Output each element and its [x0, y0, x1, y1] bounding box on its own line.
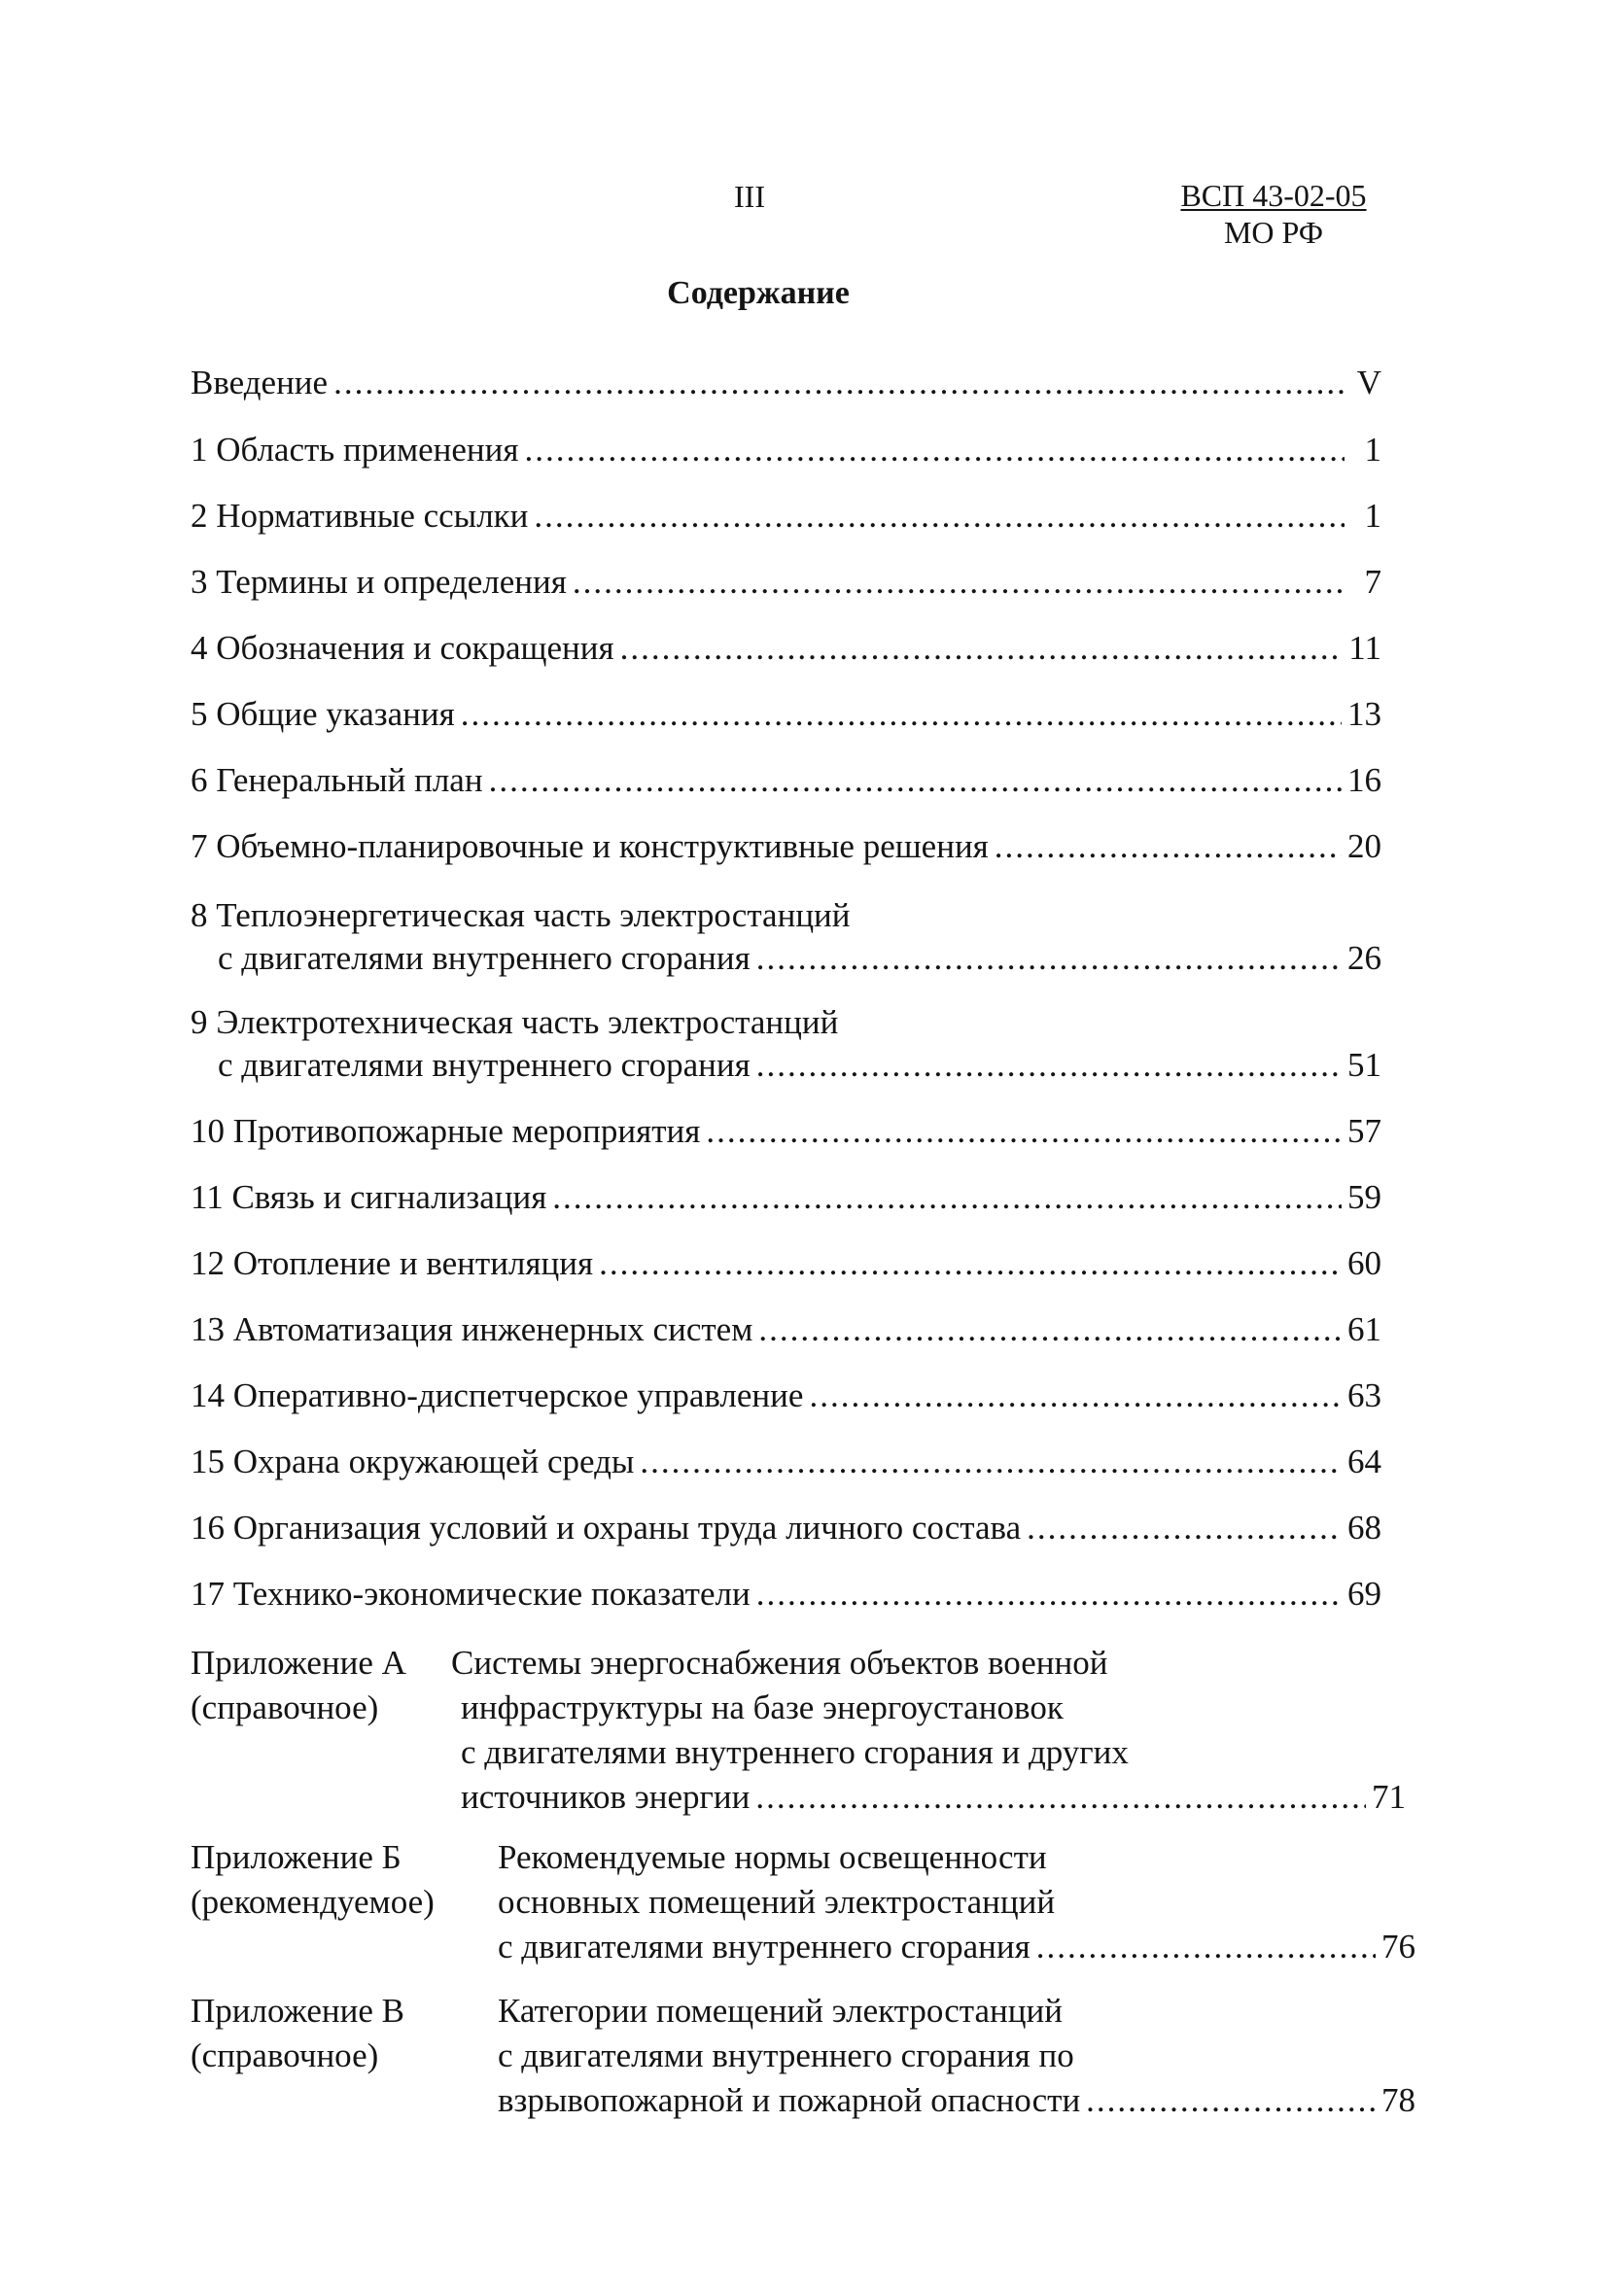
document-code: ВСП 43-02-05 — [1180, 178, 1367, 213]
toc-leader-dots — [524, 429, 1345, 471]
appendix-name: Приложение В — [191, 1992, 404, 2030]
toc-entry-label: 12 Отопление и вентиляция — [191, 1244, 594, 1282]
appendix-title-line: с двигателями внутреннего сгорания по — [498, 2036, 1074, 2074]
toc-entry-label: 17 Технико-экономические показатели — [191, 1575, 751, 1613]
toc-entry[interactable] — [191, 1507, 1381, 1549]
appendix-page: 71 — [1372, 1778, 1406, 1816]
toc-entry-label: с двигателями внутреннего сгорания — [218, 939, 751, 977]
toc-entry-label: 10 Противопожарные мероприятия — [191, 1112, 701, 1150]
toc-leader-dots — [333, 362, 1345, 404]
toc-entry-label: 5 Общие указания — [191, 695, 455, 733]
toc-entry-page: 1 — [1364, 431, 1381, 469]
toc-entry-page: 51 — [1347, 1046, 1381, 1084]
toc-entry-label: 15 Охрана окружающей среды — [191, 1443, 635, 1480]
toc-leader-dots — [995, 825, 1342, 868]
appendix-title-line: основных помещений электростанций — [498, 1883, 1056, 1921]
appendix-label — [191, 1835, 502, 1925]
toc-entry[interactable] — [191, 429, 1381, 471]
toc-leader-dots — [1036, 1925, 1376, 1969]
toc-entry-page: 26 — [1347, 939, 1381, 977]
toc-title: Содержание — [667, 275, 850, 311]
toc-entry-label: 3 Термины и определения — [191, 563, 567, 601]
toc-leader-dots — [599, 1242, 1342, 1285]
appendix-title-line: с двигателями внутреннего сгорания и других — [461, 1733, 1129, 1771]
page-number: III — [734, 179, 765, 214]
toc-entry[interactable] — [191, 894, 1381, 980]
toc-entry[interactable] — [191, 1374, 1381, 1417]
appendix-body — [451, 1641, 1406, 1820]
appendix-entry[interactable] — [191, 1835, 1415, 1969]
toc-entry-label: 4 Обозначения и сокращения — [191, 629, 614, 667]
appendix-kind: (рекомендуемое) — [191, 1883, 435, 1921]
toc-leader-dots — [534, 495, 1345, 538]
toc-entry-label: 14 Оперативно-диспетчерское управление — [191, 1376, 804, 1414]
appendix-kind: (справочное) — [191, 2036, 379, 2074]
toc-entry-label-line1: 9 Электротехническая часть электростанций — [191, 1003, 839, 1041]
appendix-kind: (справочное) — [191, 1688, 379, 1726]
appendix-name: Приложение А — [191, 1644, 406, 1682]
toc-leader-dots — [809, 1374, 1342, 1417]
toc-entry[interactable] — [191, 1176, 1381, 1219]
toc-leader-dots — [1086, 2078, 1376, 2123]
document-code-block — [1147, 177, 1400, 251]
toc-entry-label: 2 Нормативные ссылки — [191, 497, 529, 535]
appendix-title-line: Категории помещений электростанций — [498, 1992, 1063, 2030]
toc-entry-label: 11 Связь и сигнализация — [191, 1178, 547, 1216]
appendix-page: 78 — [1381, 2081, 1415, 2119]
toc-leader-dots — [706, 1110, 1342, 1153]
toc-entry[interactable] — [191, 362, 1381, 404]
toc-entry[interactable] — [191, 759, 1381, 802]
toc-entry[interactable] — [191, 627, 1381, 670]
appendix-name: Приложение Б — [191, 1838, 402, 1876]
toc-entry[interactable] — [191, 1308, 1381, 1351]
toc-entry-page: V — [1356, 364, 1381, 401]
toc-entry[interactable] — [191, 495, 1381, 538]
toc-entry-page: 60 — [1347, 1244, 1381, 1282]
toc-leader-dots — [1027, 1507, 1342, 1549]
toc-leader-dots — [620, 627, 1344, 670]
toc-entry[interactable] — [191, 693, 1381, 736]
toc-leader-dots — [756, 1044, 1342, 1087]
toc-entry[interactable] — [191, 1441, 1381, 1483]
toc-entry[interactable] — [191, 561, 1381, 604]
appendix-title-line: Рекомендуемые нормы освещенности — [498, 1838, 1047, 1876]
appendix-page: 76 — [1381, 1928, 1415, 1966]
toc-entry-label: 16 Организация условий и охраны труда личного состава — [191, 1509, 1022, 1547]
toc-entry[interactable] — [191, 1573, 1381, 1616]
toc-entry-page: 13 — [1347, 695, 1381, 733]
appendix-title-line: Системы энергоснабжения объектов военной — [451, 1644, 1108, 1682]
toc-entry-label: Введение — [191, 364, 329, 401]
toc-entry[interactable] — [191, 825, 1381, 868]
appendix-entry[interactable] — [191, 1641, 1406, 1820]
toc-entry-page: 63 — [1347, 1376, 1381, 1414]
appendix-label — [191, 1989, 502, 2078]
toc-leader-dots — [552, 1176, 1342, 1219]
toc-entry-label: с двигателями внутреннего сгорания — [218, 1046, 751, 1084]
toc-entry-page: 59 — [1347, 1178, 1381, 1216]
toc-leader-dots — [573, 561, 1345, 604]
toc-entry-page: 57 — [1347, 1112, 1381, 1150]
appendix-title-last-line: с двигателями внутреннего сгорания — [498, 1928, 1031, 1966]
toc-leader-dots — [489, 759, 1342, 802]
appendix-title-last-line: источников энергии — [461, 1778, 751, 1816]
toc-entry-page: 16 — [1347, 761, 1381, 799]
toc-entry-page: 61 — [1347, 1310, 1381, 1348]
toc-entry-page: 1 — [1364, 497, 1381, 535]
toc-entry-page: 11 — [1348, 629, 1381, 667]
appendix-body — [498, 1989, 1415, 2123]
toc-entry-page: 68 — [1347, 1509, 1381, 1547]
appendix-body — [498, 1835, 1415, 1969]
toc-entry-page: 7 — [1364, 563, 1381, 601]
toc-entry[interactable] — [191, 1242, 1381, 1285]
toc-leader-dots — [756, 937, 1342, 980]
appendix-entry[interactable] — [191, 1989, 1415, 2123]
toc-entry-label: 13 Автоматизация инженерных систем — [191, 1310, 753, 1348]
toc-entry-label: 7 Объемно-планировочные и конструктивные решения — [191, 827, 989, 865]
toc-entry-label-line1: 8 Теплоэнергетическая часть электростанций — [191, 896, 851, 934]
toc-entry-page: 64 — [1347, 1443, 1381, 1480]
toc-entry[interactable] — [191, 1001, 1381, 1087]
toc-entry-label: 1 Область применения — [191, 431, 519, 469]
toc-entry-page: 69 — [1347, 1575, 1381, 1613]
toc-leader-dots — [755, 1775, 1366, 1820]
toc-entry-page: 20 — [1347, 827, 1381, 865]
toc-leader-dots — [640, 1441, 1342, 1483]
toc-entry-label: 6 Генеральный план — [191, 761, 483, 799]
appendix-title-last-line: взрывопожарной и пожарной опасности — [498, 2081, 1081, 2119]
toc-leader-dots — [756, 1573, 1342, 1616]
organization: МО РФ — [1223, 215, 1324, 250]
toc-leader-dots — [758, 1308, 1342, 1351]
toc-leader-dots — [461, 693, 1342, 736]
toc-entry[interactable] — [191, 1110, 1381, 1153]
appendix-title-line: инфраструктуры на базе энергоустановок — [461, 1688, 1064, 1726]
